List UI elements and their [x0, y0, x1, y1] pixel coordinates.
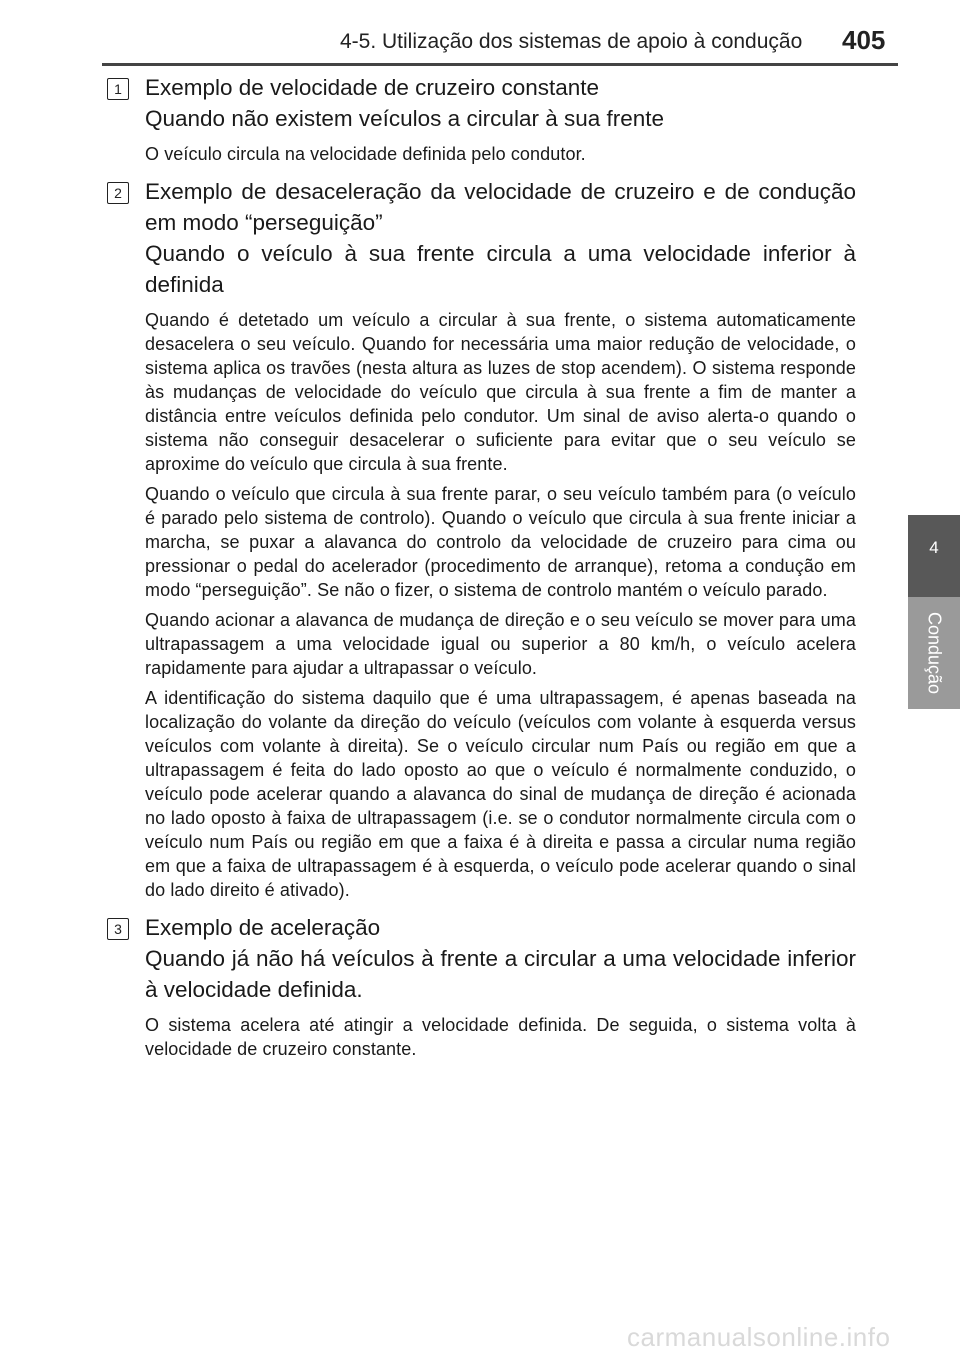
- section-2: [102, 176, 856, 902]
- header-rule: [102, 63, 898, 66]
- page-number: 405: [842, 25, 886, 55]
- section-subheading: Quando já não há veículos à frente a circular a uma velocidade inferior à velocidade definida.: [145, 946, 856, 1002]
- section-number-badge: 1: [107, 78, 129, 100]
- watermark: carmanualsonline.info: [627, 1322, 891, 1352]
- section-number-badge: 2: [107, 182, 129, 204]
- page-content: [102, 72, 856, 1061]
- section-heading: Exemplo de velocidade de cruzeiro constante: [145, 75, 600, 100]
- section-1: [102, 72, 856, 166]
- section-paragraph: Quando acionar a alavanca de mudança de direção e o seu veículo se mover para uma ultrapassagem a uma velocidade igual ou superior a 80 km/h, o veículo acelera rapidamente para ajudar a ultrapassar o veículo.: [145, 610, 856, 678]
- chapter-tab-label: Condução: [924, 611, 945, 695]
- section-heading: Exemplo de desaceleração da velocidade de cruzeiro e de condução em modo “perseguição”: [145, 179, 856, 235]
- section-paragraph: Quando o veículo que circula à sua frente parar, o seu veículo também para (o veículo é parado pelo sistema de controlo). Quando o veículo que circula à sua frente iniciar a marcha, se puxar a alavanca do controlo da velocidade de cruzeiro para cima ou pressionar o pedal do acelerador (procedimento de arranque), retoma a condução em modo “perseguição”. Se não o fizer, o sistema de controlo mantém o veículo parado.: [145, 484, 856, 600]
- running-header-title: 4-5. Utilização dos sistemas de apoio à condução: [340, 30, 803, 53]
- section-paragraph: Quando é detetado um veículo a circular à sua frente, o sistema automaticamente desacelera o seu veículo. Quando for necessária uma maior redução de velocidade, o sistema aplica os travões (nesta altura as luzes de stop acendem). O sistema responde às mudanças de velocidade do veículo que circula à sua frente a fim de manter a distância entre veículos definida pelo condutor. Um sinal de aviso alerta-o quando o sistema não conseguir desacelerar o suficiente para evitar que o seu veículo se aproxime do veículo que circula à sua frente.: [145, 310, 856, 474]
- chapter-tab-number: 4: [929, 538, 939, 557]
- section-subheading: Quando não existem veículos a circular à sua frente: [145, 106, 665, 131]
- section-paragraph: O sistema acelera até atingir a velocidade definida. De seguida, o sistema volta à velocidade de cruzeiro constante.: [145, 1015, 856, 1059]
- section-paragraph: A identificação do sistema daquilo que é uma ultrapassagem, é apenas baseada na localização do volante da direção do veículo (veículos com volante à esquerda versus veículos com volante à direita). Se o veículo circular num País ou região em que a ultrapassagem é feita do lado oposto ao que o veículo é normalmente conduzido, o veículo pode acelerar quando a alavanca do sinal de mudança de direção é acionada no lado oposto à faixa de ultrapassagem (i.e. se o condutor normalmente circula com o veículo num País ou região em que a faixa é à direita e passa a circular numa região em que a faixa de ultrapassagem é à esquerda, o veículo pode acelerar quando o sinal do lado direito é ativado).: [145, 688, 856, 900]
- section-paragraph: O veículo circula na velocidade definida pelo condutor.: [145, 144, 586, 164]
- section-heading: Exemplo de aceleração: [145, 915, 381, 940]
- section-number-badge: 3: [107, 918, 129, 940]
- section-subheading: Quando o veículo à sua frente circula a uma velocidade inferior à definida: [145, 241, 856, 297]
- section-3: [102, 912, 856, 1061]
